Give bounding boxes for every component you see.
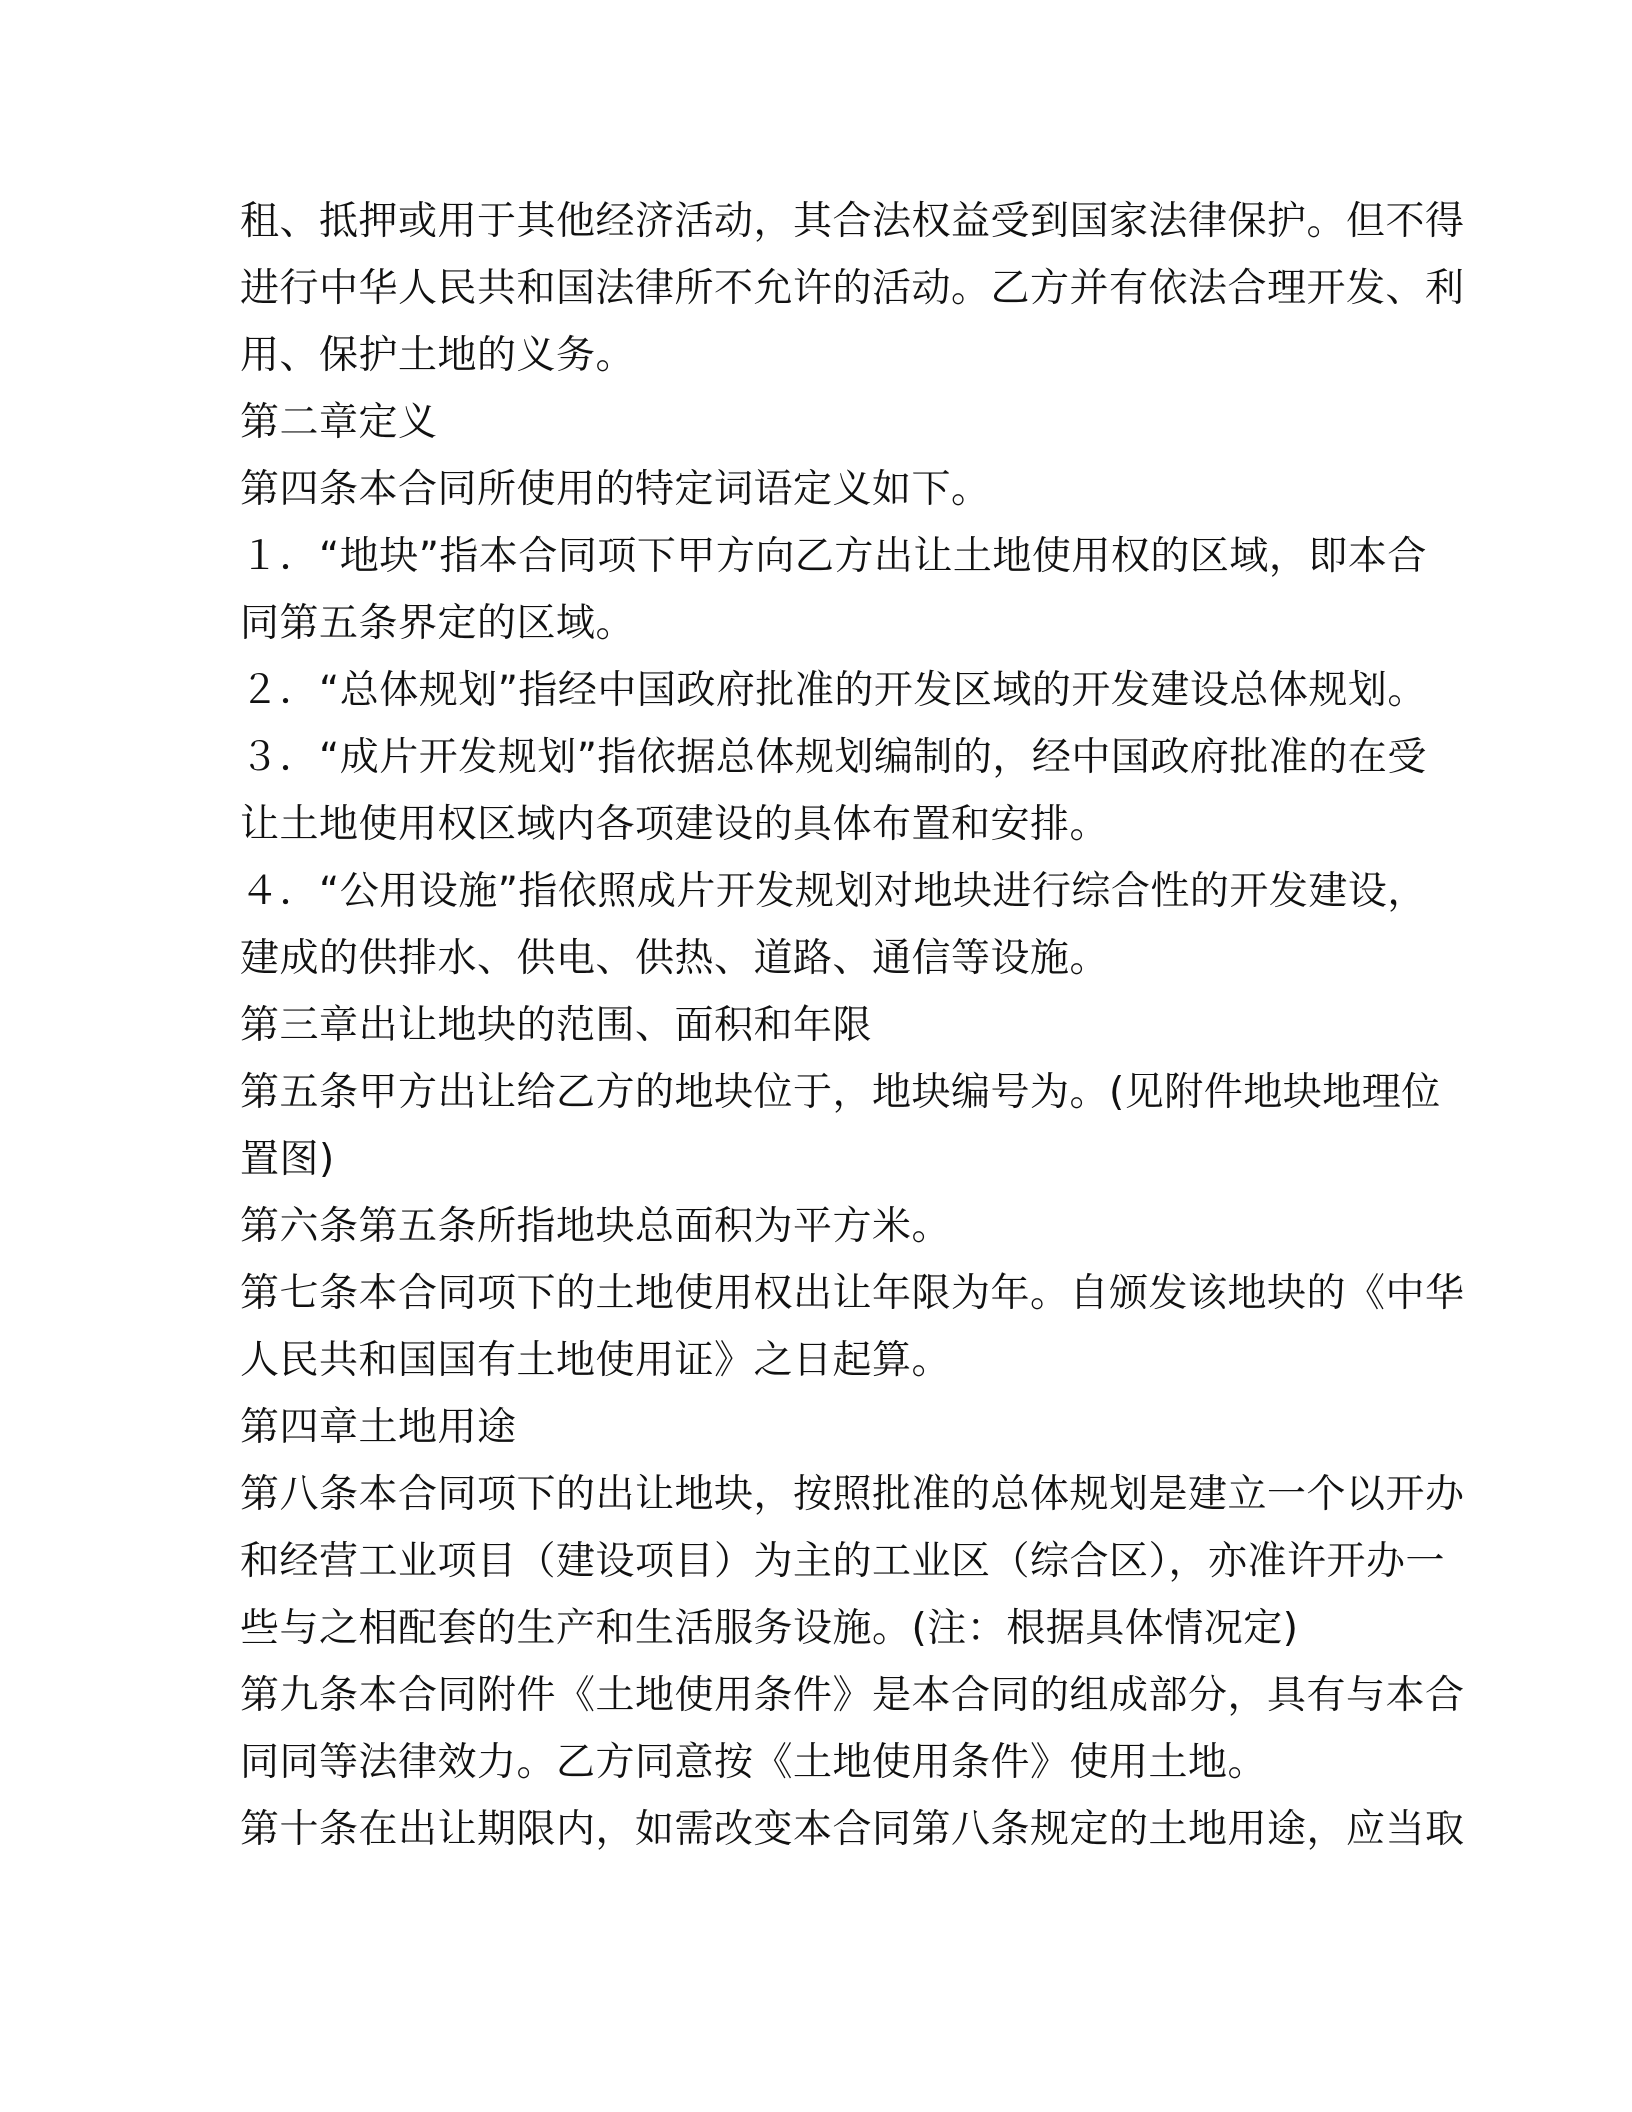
text-line: 第六条第五条所指地块总面积为平方米。 — [240, 1204, 952, 1249]
text-line: 同第五条界定的区域。 — [240, 601, 636, 646]
chapter-heading: 第四章土地用途 — [240, 1405, 517, 1450]
text-line: １．“地块”指本合同项下甲方向乙方出让土地使用权的区域，即本合 — [240, 534, 1427, 579]
text-line: 同同等法律效力。乙方同意按《土地使用条件》使用土地。 — [240, 1740, 1268, 1785]
text-line: 租、抵押或用于其他经济活动，其合法权益受到国家法律保护。但不得 — [240, 199, 1465, 244]
text-line: 进行中华人民共和国法律所不允许的活动。乙方并有依法合理开发、利 — [240, 266, 1465, 311]
text-line: ２．“总体规划”指经中国政府批准的开发区域的开发建设总体规划。 — [240, 668, 1427, 713]
chapter-heading: 第三章出让地块的范围、面积和年限 — [240, 1003, 873, 1048]
text-line: 用、保护土地的义务。 — [240, 333, 636, 378]
text-line: 建成的供排水、供电、供热、道路、通信等设施。 — [240, 936, 1110, 981]
chapter-heading: 第二章定义 — [240, 400, 438, 445]
text-line: ３．“成片开发规划”指依据总体规划编制的，经中国政府批准的在受 — [240, 735, 1427, 780]
text-line: 第七条本合同项下的土地使用权出让年限为年。自颁发该地块的《中华 — [240, 1271, 1465, 1316]
text-line: 些与之相配套的生产和生活服务设施。(注：根据具体情况定) — [240, 1606, 1299, 1651]
text-line: 第八条本合同项下的出让地块，按照批准的总体规划是建立一个以开办 — [240, 1472, 1465, 1517]
text-line: 第四条本合同所使用的特定词语定义如下。 — [240, 467, 991, 512]
document-body — [240, 188, 1465, 1863]
text-line: 第九条本合同附件《土地使用条件》是本合同的组成部分，具有与本合 — [240, 1673, 1465, 1718]
text-line: 和经营工业项目（建设项目）为主的工业区（综合区），亦准许开办一 — [240, 1539, 1446, 1584]
text-line: 置图) — [240, 1137, 335, 1182]
text-line: ４．“公用设施”指依照成片开发规划对地块进行综合性的开发建设， — [240, 869, 1427, 914]
text-line: 第五条甲方出让给乙方的地块位于，地块编号为。(见附件地块地理位 — [240, 1070, 1441, 1115]
text-line: 人民共和国国有土地使用证》之日起算。 — [240, 1338, 952, 1383]
text-line: 让土地使用权区域内各项建设的具体布置和安排。 — [240, 802, 1110, 847]
text-line: 第十条在出让期限内，如需改变本合同第八条规定的土地用途，应当取 — [240, 1807, 1465, 1852]
